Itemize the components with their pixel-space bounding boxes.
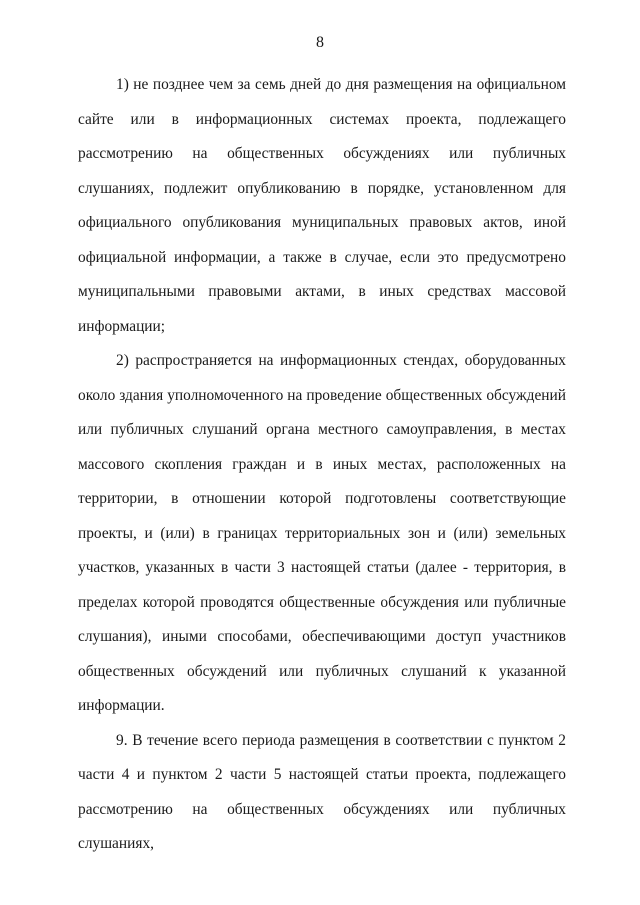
page-number: 8: [316, 34, 324, 51]
paragraph-point-9: 9. В течение всего периода размещения в соответствии с пунктом 2 части 4 и пунктом 2 части 5 настоящей статьи проекта, подлежащего рассмотрению на общественных обсуждениях или публичных слушаниях,: [78, 731, 566, 852]
paragraph-item-2: 2) распространяется на информационных стендах, оборудованных около здания уполномоченного на проведение общественных обсуждений или публичных слушаний органа местного самоуправления, в местах массового скопления граждан и в иных местах, расположенных на территории, в отношении которой подготовлены соответствующие проекты, и (или) в границах территориальных зон и (или) земельных участков, указанных в части 3 настоящей статьи (далее - территория, в пределах которой проводятся общественные обсуждения или публичные слушания), иными способами, обеспечивающими доступ участников общественных обсуждений или публичных слушаний к указанной информации.: [78, 352, 566, 714]
document-body: [78, 68, 566, 862]
paragraph-item-1: 1) не позднее чем за семь дней до дня размещения на официальном сайте или в информационных системах проекта, подлежащего рассмотрению на общественных обсуждениях или публичных слушаниях, подлежит опубликованию в порядке, установленном для официального опубликования муниципальных правовых актов, иной официальной информации, а также в случае, если это предусмотрено муниципальными правовыми актами, в иных средствах массовой информации;: [78, 76, 566, 335]
